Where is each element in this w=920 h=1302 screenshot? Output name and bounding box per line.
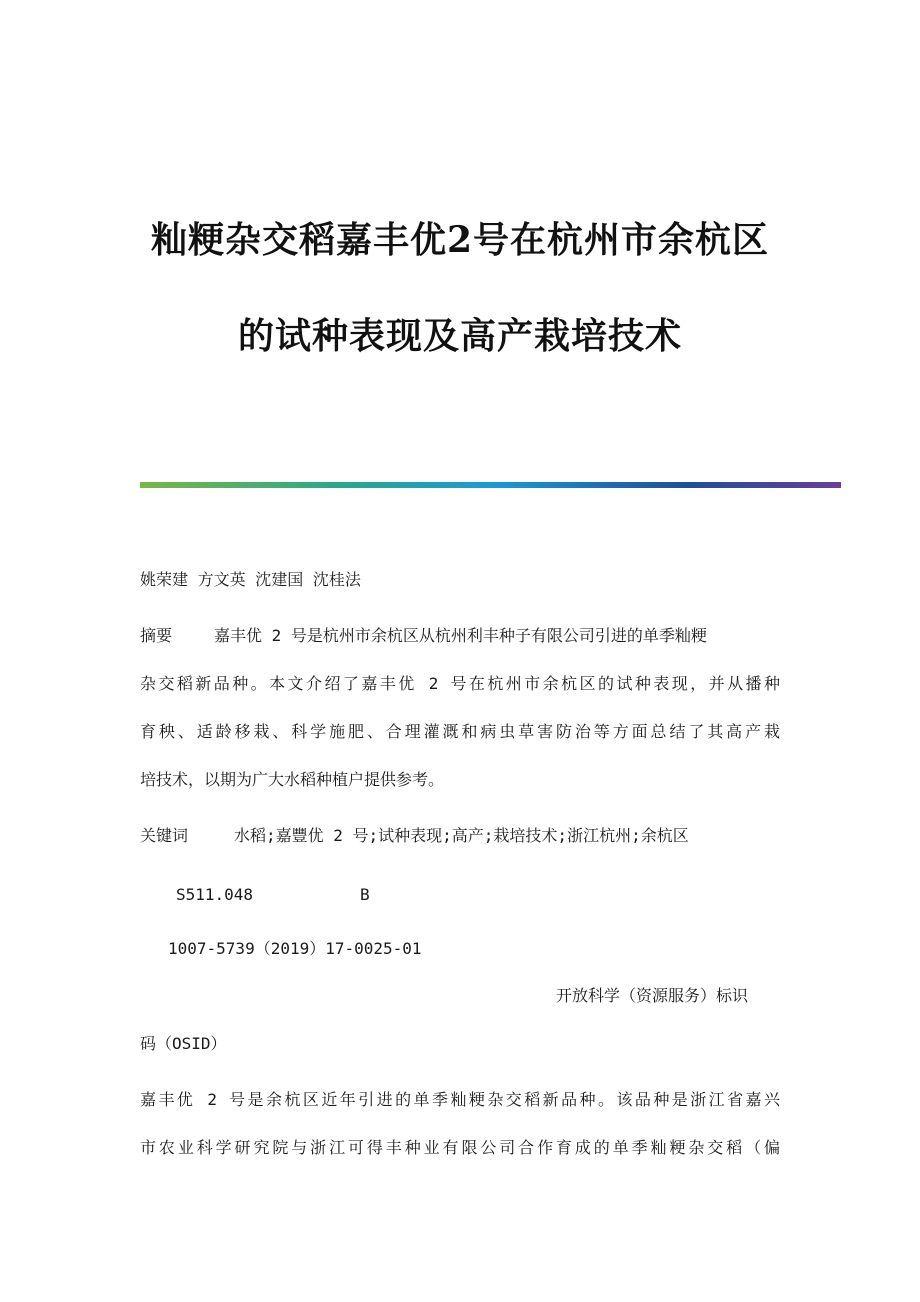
clc-number: S511.048	[176, 885, 254, 904]
title-divider	[140, 482, 841, 488]
keywords-label: 关键词	[140, 826, 189, 845]
article-id: 1007-5739（2019）17-0025-01	[168, 939, 422, 958]
paper-title-line-2: 的试种表现及高产栽培技术	[237, 315, 682, 357]
osid-label-line-2: 码（OSID）	[140, 1034, 227, 1053]
osid-label-line-1: 开放科学（资源服务）标识	[556, 986, 749, 1005]
abstract-line-4: 培技术，以期为广大水稻种植户提供参考。	[140, 770, 445, 789]
paper-title-line-1: 籼粳杂交稻嘉丰优2号在杭州市余杭区	[150, 219, 770, 261]
document-code: B	[360, 885, 370, 904]
body-line-2: 市农业科学研究院与浙江可得丰种业有限公司合作育成的单季籼粳杂交稻（偏	[140, 1138, 780, 1157]
abstract-line-3: 育秧、适龄移栽、科学施肥、合理灌溉和病虫草害防治等方面总结了其高产栽	[140, 722, 780, 741]
keywords-value: 水稻;嘉豐优 2 号;试种表现;高产;栽培技术;浙江杭州;余杭区	[234, 826, 689, 845]
body-line-1: 嘉丰优 2 号是余杭区近年引进的单季籼粳杂交稻新品种。该品种是浙江省嘉兴	[140, 1090, 780, 1109]
authors: 姚荣建 方文英 沈建国 沈桂法	[140, 570, 361, 589]
abstract-label: 摘要	[140, 626, 173, 645]
abstract-line-1: 嘉丰优 2 号是杭州市余杭区从杭州利丰种子有限公司引进的单季籼粳	[214, 626, 707, 645]
abstract-line-2: 杂交稻新品种。本文介绍了嘉丰优 2 号在杭州市余杭区的试种表现，并从播种	[140, 674, 780, 693]
